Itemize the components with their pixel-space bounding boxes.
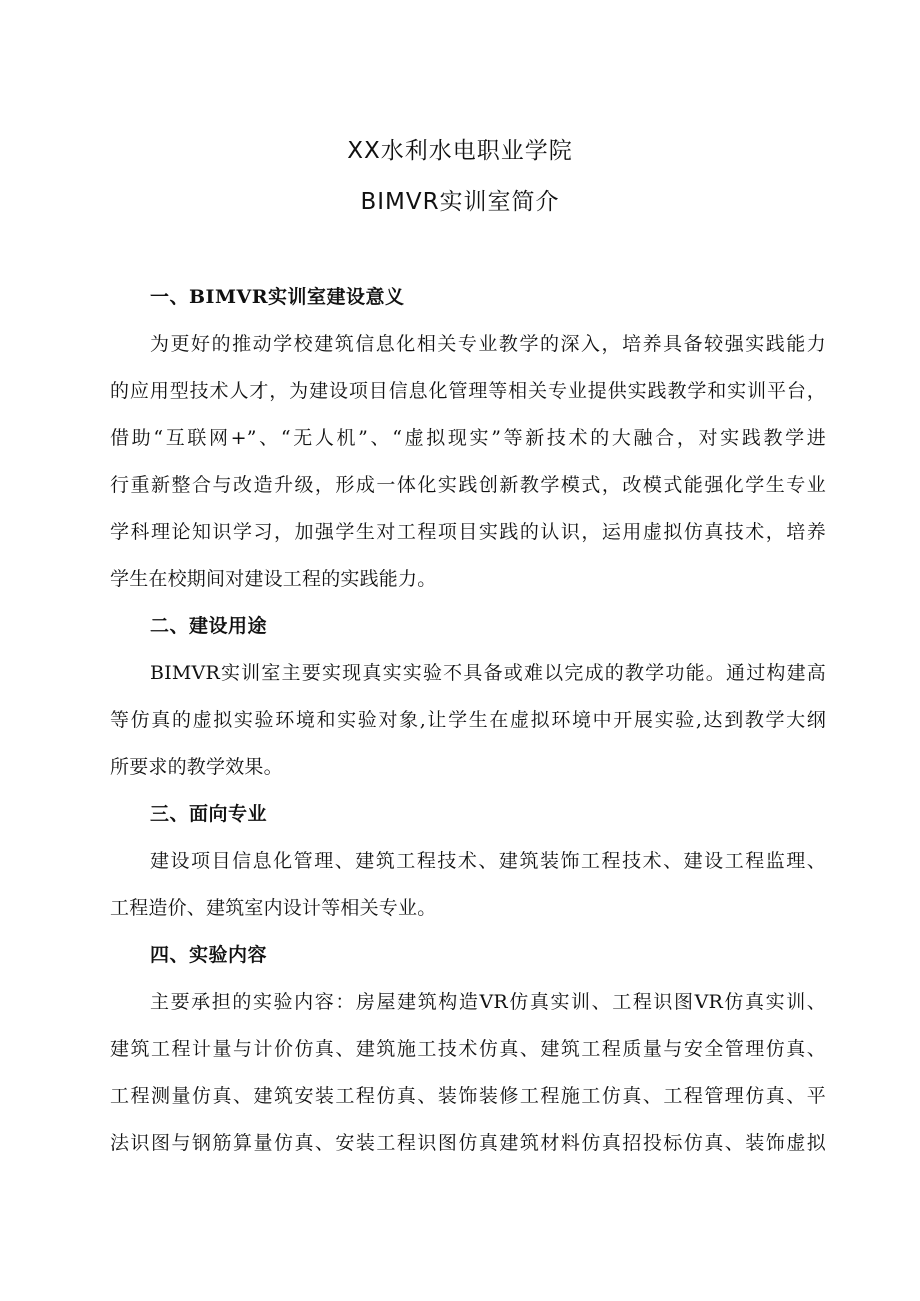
section-paragraph-purpose — [110, 659, 826, 782]
section-paragraph-significance — [110, 330, 826, 594]
document-body — [110, 283, 826, 1176]
paragraph-line: 建设项目信息化管理、建筑工程技术、建筑装饰工程技术、建设工程监理、 — [150, 850, 826, 872]
section-paragraph-majors — [110, 847, 826, 923]
document-title: XX水利水电职业学院 — [347, 138, 573, 164]
section-heading-purpose: 二、建设用途 — [150, 615, 268, 637]
paragraph-line: BIMVR实训室主要实现真实实验不具备或难以完成的教学功能。通过构建高 — [150, 662, 826, 684]
paragraph-line: 工程测量仿真、建筑安装工程仿真、装饰装修工程施工仿真、工程管理仿真、平 — [110, 1085, 826, 1107]
paragraph-line: 工程造价、建筑室内设计等相关专业。 — [110, 897, 437, 919]
section-heading-majors: 三、面向专业 — [150, 803, 268, 825]
paragraph-line: 学生在校期间对建设工程的实践能力。 — [110, 568, 437, 590]
paragraph-line: 主要承担的实验内容：房屋建筑构造VR仿真实训、工程识图VR仿真实训、 — [150, 991, 826, 1013]
paragraph-line: 法识图与钢筋算量仿真、安装工程识图仿真建筑材料仿真招投标仿真、装饰虚拟 — [110, 1132, 826, 1154]
paragraph-line: 所要求的教学效果。 — [110, 756, 283, 778]
paragraph-line: 建筑工程计量与计价仿真、建筑施工技术仿真、建筑工程质量与安全管理仿真、 — [110, 1038, 826, 1060]
section-paragraph-experiments — [110, 988, 826, 1158]
section-heading-experiments: 四、实验内容 — [150, 944, 268, 966]
paragraph-line: 的应用型技术人才，为建设项目信息化管理等相关专业提供实践教学和实训平台， — [110, 380, 826, 402]
paragraph-line: 等仿真的虚拟实验环境和实验对象,让学生在虚拟环境中开展实验,达到教学大纲 — [110, 709, 826, 731]
paragraph-line: 学科理论知识学习，加强学生对工程项目实践的认识，运用虚拟仿真技术，培养 — [110, 521, 826, 543]
paragraph-line: 为更好的推动学校建筑信息化相关专业教学的深入，培养具备较强实践能力 — [150, 333, 826, 355]
paragraph-line: 行重新整合与改造升级，形成一体化实践创新教学模式，改模式能强化学生专业 — [110, 474, 826, 496]
section-heading-significance: 一、BIMVR实训室建设意义 — [150, 286, 405, 308]
document-subtitle: BIMVR实训室简介 — [360, 189, 560, 215]
paragraph-line: 借助“互联网+”、“无人机”、“虚拟现实”等新技术的大融合，对实践教学进 — [110, 427, 826, 449]
